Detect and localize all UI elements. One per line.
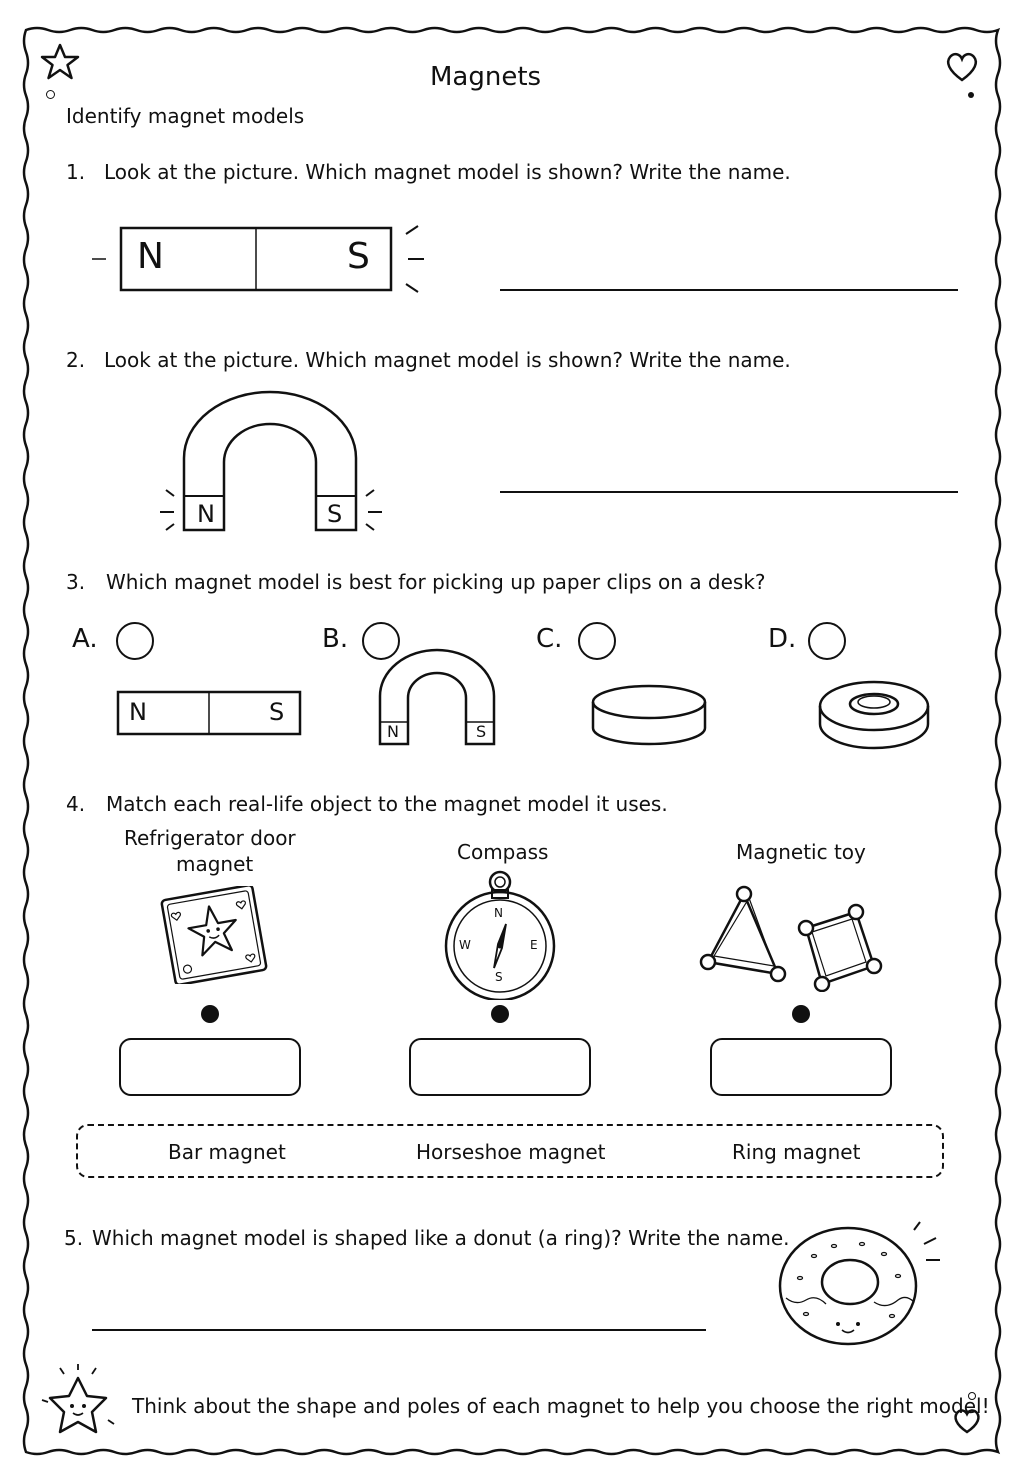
pole-north-label: N <box>137 236 164 277</box>
object-label-magnetic-toy: Magnetic toy <box>736 840 866 864</box>
question-text: Which magnet model is shaped like a donut (a ring)? Write the name. <box>92 1226 790 1250</box>
answer-box-magnetic-toy[interactable] <box>710 1038 892 1096</box>
object-label-refrigerator-line2: magnet <box>176 852 254 876</box>
question-number: 3. <box>66 570 86 594</box>
star-icon <box>40 42 80 82</box>
compass-west-label: W <box>459 938 471 952</box>
dot-decoration <box>968 1392 976 1400</box>
compass-east-label: E <box>530 938 538 952</box>
answer-box-compass[interactable] <box>409 1038 591 1096</box>
dot-decoration <box>46 90 55 99</box>
pole-north-label: N <box>387 722 399 741</box>
heart-icon <box>952 1406 982 1436</box>
answer-box-refrigerator[interactable] <box>119 1038 301 1096</box>
question-text: Match each real-life object to the magnet model it uses. <box>106 792 668 816</box>
smiling-star-icon <box>38 1360 124 1446</box>
option-a-bubble[interactable] <box>116 622 154 660</box>
pole-south-label: S <box>327 500 343 528</box>
question-number: 1. <box>66 160 86 184</box>
pole-north-label: N <box>129 698 147 726</box>
match-dot-magnetic-toy[interactable] <box>792 1005 810 1023</box>
compass-south-label: S <box>495 970 503 984</box>
option-c-disc-magnet <box>588 680 710 750</box>
word-bank-horseshoe-magnet[interactable]: Horseshoe magnet <box>416 1140 606 1164</box>
option-d-bubble[interactable] <box>808 622 846 660</box>
pole-south-label: S <box>269 698 285 726</box>
match-dot-refrigerator[interactable] <box>201 1005 219 1023</box>
object-label-compass: Compass <box>457 840 549 864</box>
magnetic-toy-illustration <box>694 880 890 992</box>
question-number: 2. <box>66 348 86 372</box>
object-label-refrigerator: Refrigerator door <box>124 826 296 850</box>
footer-tip: Think about the shape and poles of each magnet to help you choose the right model! <box>132 1394 990 1418</box>
pole-north-label: N <box>197 500 215 528</box>
option-b-label: B. <box>322 624 349 654</box>
word-bank-bar-magnet[interactable]: Bar magnet <box>168 1140 286 1164</box>
option-d-ring-magnet <box>816 678 932 754</box>
question-text: Which magnet model is best for picking up paper clips on a desk? <box>106 570 766 594</box>
refrigerator-magnet-illustration <box>156 886 272 984</box>
answer-line[interactable] <box>500 289 958 291</box>
horseshoe-magnet-illustration <box>150 388 390 536</box>
donut-icon <box>774 1218 944 1350</box>
answer-line[interactable] <box>500 491 958 493</box>
option-a-label: A. <box>72 624 98 654</box>
worksheet-title: Magnets <box>430 62 542 92</box>
heart-icon <box>944 50 980 84</box>
compass-north-label: N <box>494 906 503 920</box>
option-c-bubble[interactable] <box>578 622 616 660</box>
answer-line[interactable] <box>92 1329 706 1331</box>
option-d-label: D. <box>768 624 797 654</box>
pole-south-label: S <box>476 722 487 741</box>
match-dot-compass[interactable] <box>491 1005 509 1023</box>
dot-decoration <box>968 92 974 98</box>
question-text: Look at the picture. Which magnet model is shown? Write the name. <box>104 348 791 372</box>
worksheet-subtitle: Identify magnet models <box>66 104 305 128</box>
question-number: 4. <box>66 792 86 816</box>
pole-south-label: S <box>347 236 370 277</box>
word-bank-ring-magnet[interactable]: Ring magnet <box>732 1140 861 1164</box>
question-number: 5. <box>64 1226 84 1250</box>
question-text: Look at the picture. Which magnet model is shown? Write the name. <box>104 160 791 184</box>
option-c-label: C. <box>536 624 563 654</box>
